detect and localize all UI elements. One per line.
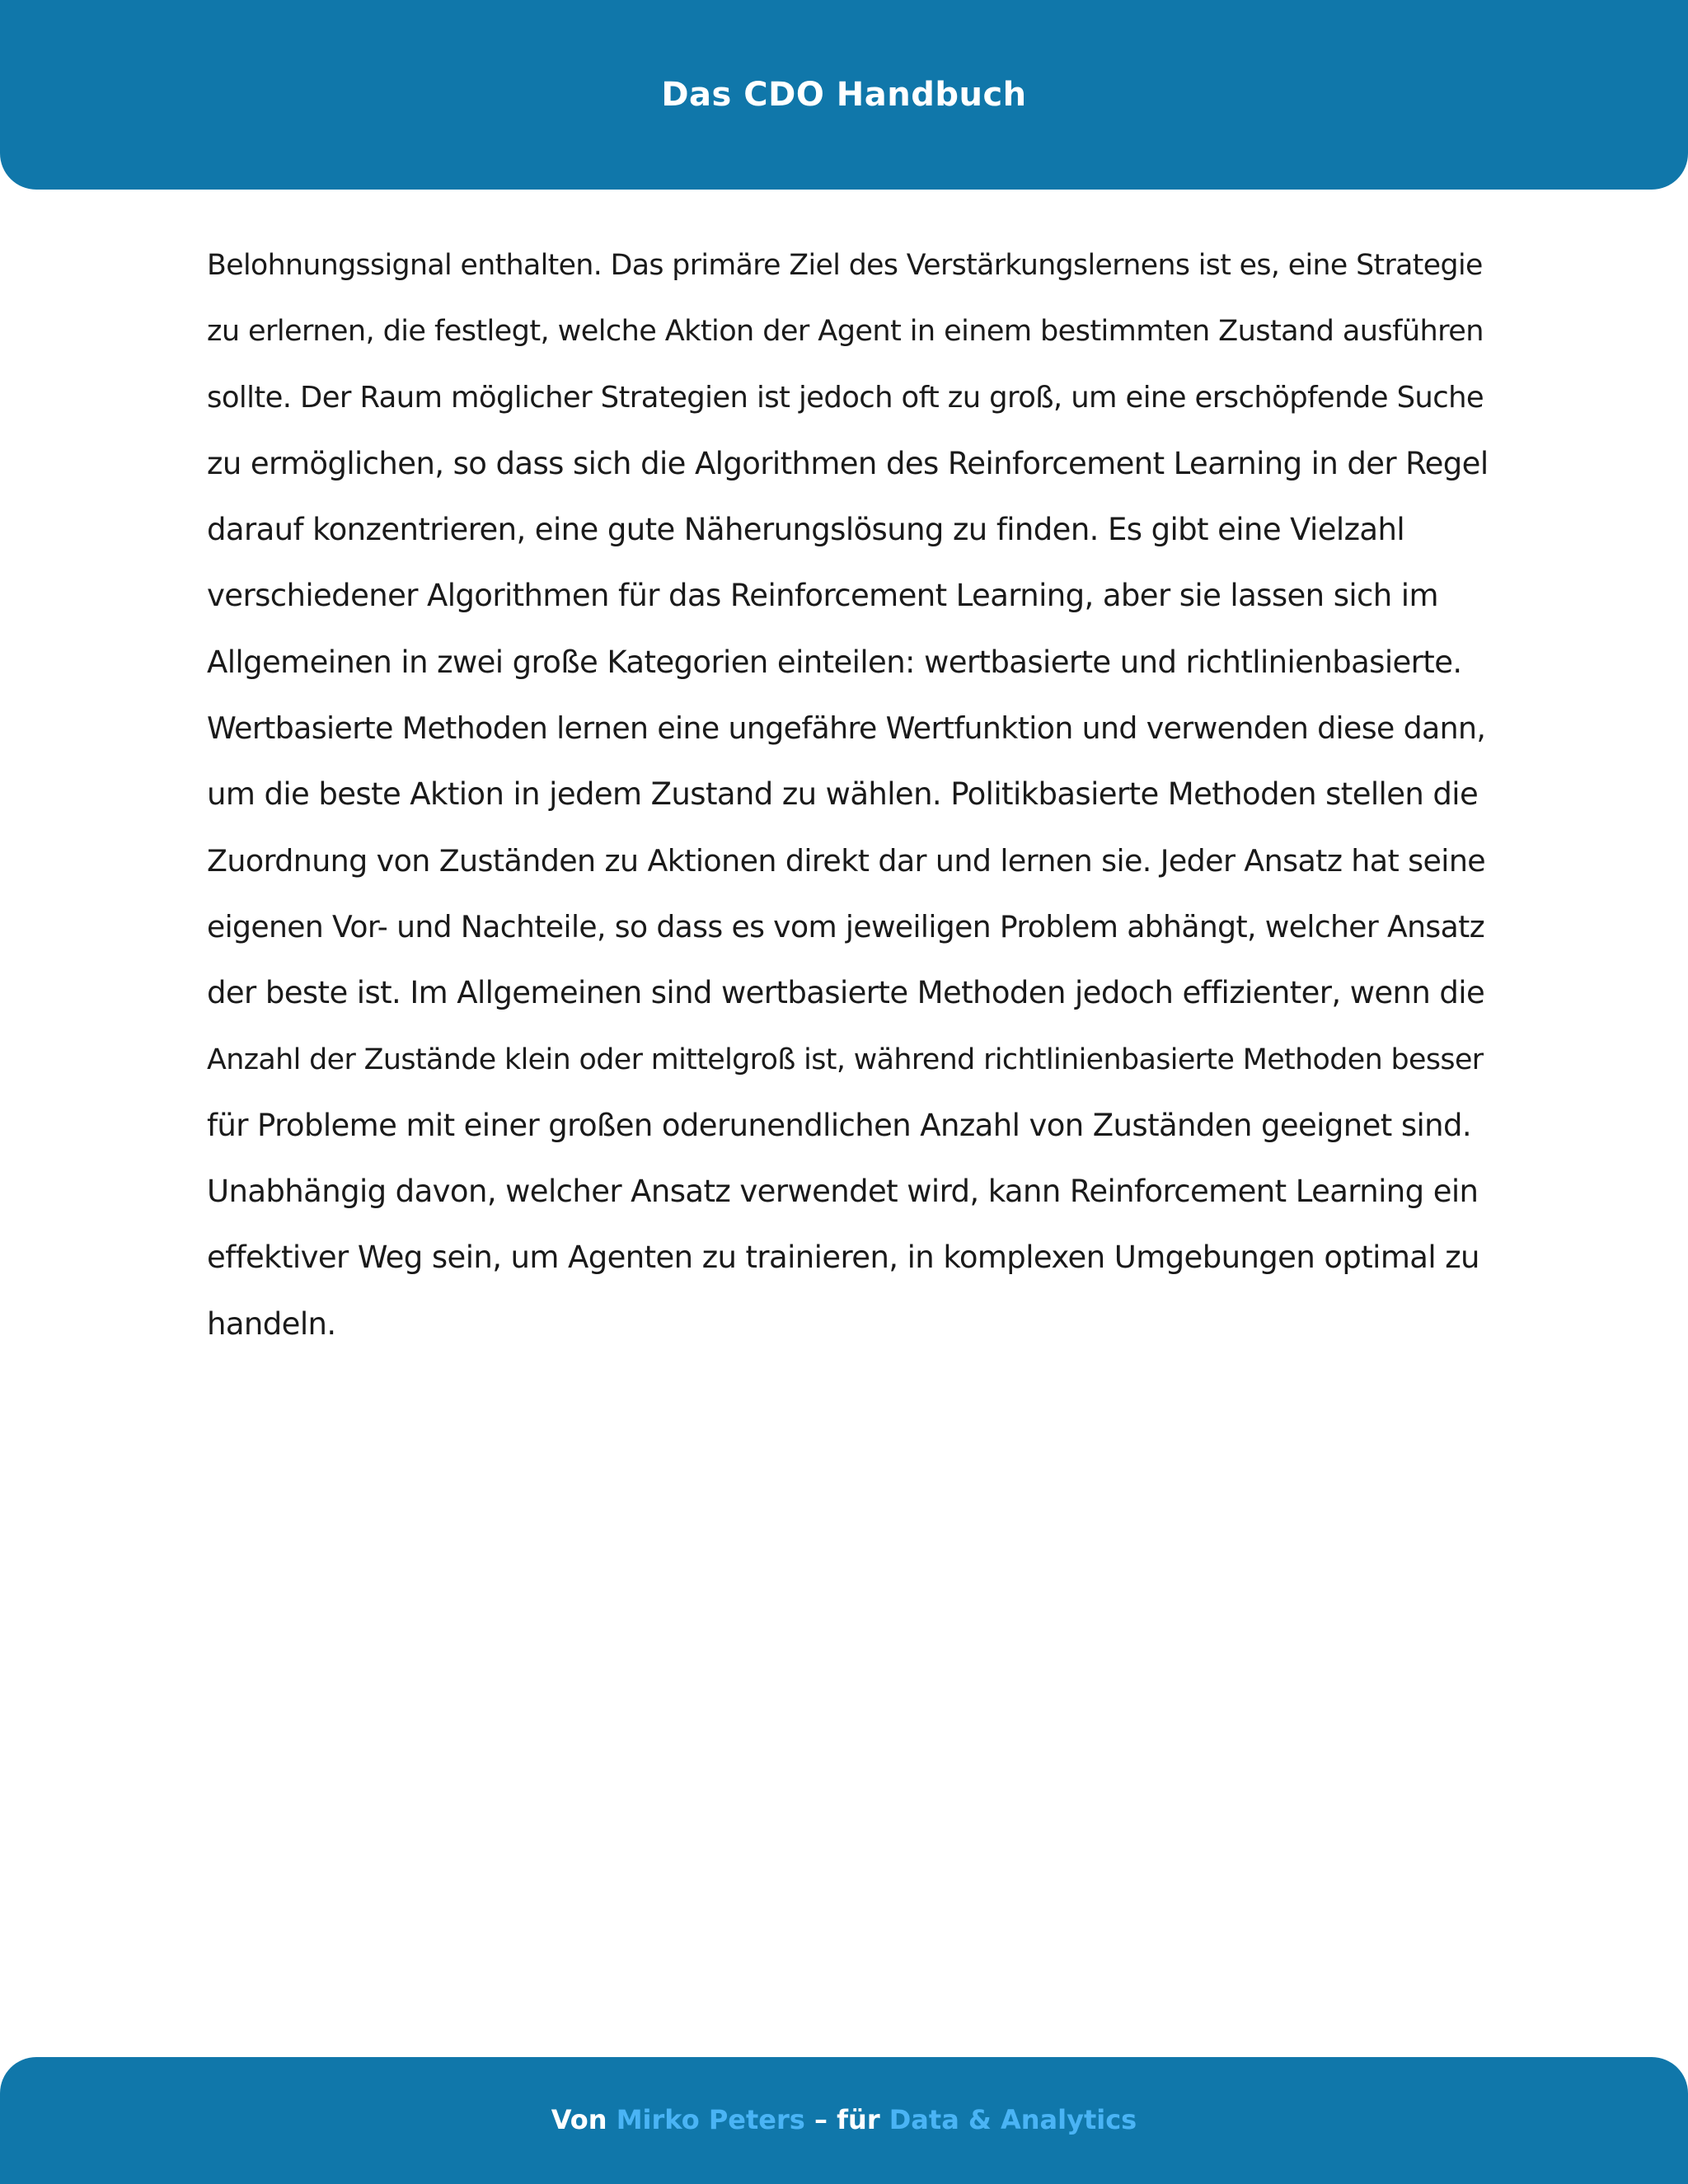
footer-prefix: Von bbox=[551, 2104, 607, 2135]
text-line: eigenen Vor- und Nachteile, so dass es vom jeweiligen Problem abhängt, welcher Ansatz bbox=[207, 908, 1485, 944]
text-line: Unabhängig davon, welcher Ansatz verwendet wird, kann Reinforcement Learning ein bbox=[207, 1174, 1479, 1210]
text-line: zu ermöglichen, so dass sich die Algorithmen des Reinforcement Learning in der Regel bbox=[207, 445, 1489, 481]
text-line: Belohnungssignal enthalten. Das primäre Ziel des Verstärkungslernens ist es, eine Strategie bbox=[207, 249, 1483, 282]
footer-separator: – für bbox=[814, 2104, 880, 2135]
footer-band bbox=[0, 2057, 1688, 2184]
text-line: zu erlernen, die festlegt, welche Aktion der Agent in einem bestimmten Zustand ausführen bbox=[207, 314, 1484, 349]
text-line: handeln. bbox=[207, 1305, 336, 1342]
header-band bbox=[0, 0, 1688, 190]
text-line: um die beste Aktion in jedem Zustand zu wählen. Politikbasierte Methoden stellen die bbox=[207, 776, 1479, 813]
footer-credit bbox=[551, 2103, 1137, 2136]
footer-topic: Data & Analytics bbox=[889, 2104, 1137, 2135]
text-line: effektiver Weg sein, um Agenten zu trainieren, in komplexen Umgebungen optimal zu bbox=[207, 1240, 1479, 1276]
text-line: für Probleme mit einer großen oderunendlichen Anzahl von Zuständen geeignet sind. bbox=[207, 1107, 1472, 1143]
text-line: darauf konzentrieren, eine gute Näherungslösung zu finden. Es gibt eine Vielzahl bbox=[207, 512, 1404, 548]
text-line: sollte. Der Raum möglicher Strategien ist jedoch oft zu groß, um eine erschöpfende Suche bbox=[207, 380, 1484, 415]
text-line: verschiedener Algorithmen für das Reinforcement Learning, aber sie lassen sich im bbox=[207, 578, 1438, 614]
text-line: Anzahl der Zustände klein oder mittelgroß ist, während richtlinienbasierte Methoden besser bbox=[207, 1043, 1484, 1076]
header-title: Das CDO Handbuch bbox=[661, 76, 1027, 114]
text-line: Wertbasierte Methoden lernen eine ungefähre Wertfunktion und verwenden diese dann, bbox=[207, 710, 1486, 747]
text-line: Allgemeinen in zwei große Kategorien einteilen: wertbasierte und richtlinienbasierte. bbox=[207, 644, 1462, 680]
body-text bbox=[207, 232, 1493, 1357]
text-line: Zuordnung von Zuständen zu Aktionen direkt dar und lernen sie. Jeder Ansatz hat seine bbox=[207, 842, 1486, 879]
footer-author: Mirko Peters bbox=[616, 2104, 805, 2135]
text-line: der beste ist. Im Allgemeinen sind wertbasierte Methoden jedoch effizienter, wenn die bbox=[207, 975, 1485, 1011]
